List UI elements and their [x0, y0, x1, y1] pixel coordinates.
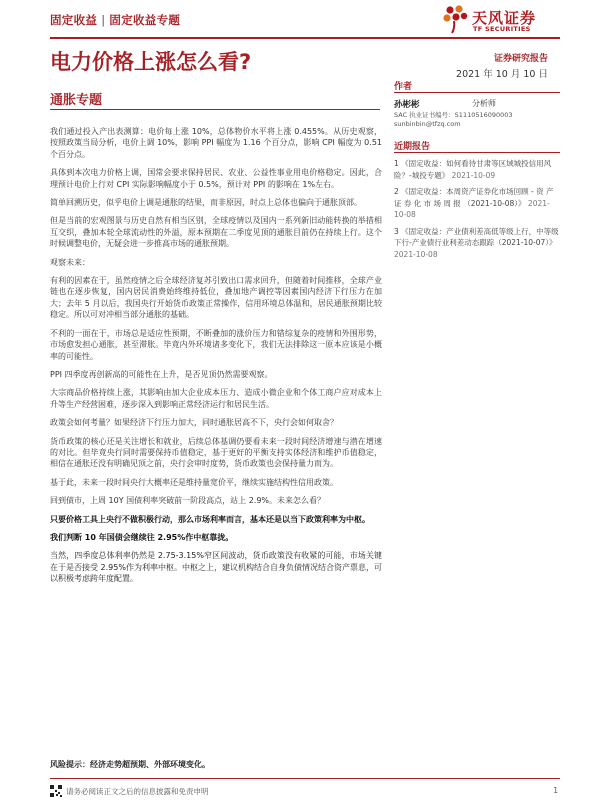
- recent-report-title: 1 《固定收益：如何看待甘肃等区域城投信用风险？-城投专题》: [394, 159, 552, 180]
- body-paragraph: 有利的因素在于，虽然疫情之后全球经济复苏引致出口需求回升，但随着时间推移，全球产业链也在逐步恢复，国内居民消费始终维持低位，叠加地产调控等因素国内经济下行压力在加大；去年 5 月以后，我国央行开始货币政策正常操作，信用环境总体温和，居民通胀预期比较稳定。所以可对冲相当部分通胀的基础。: [50, 276, 382, 320]
- body-paragraph: 观察未来：: [50, 257, 90, 267]
- subtitle-divider: [50, 109, 380, 110]
- logo-flower-icon: [442, 4, 468, 34]
- qr-code-icon: [50, 785, 62, 797]
- logo-chinese-text: 天风证券: [472, 9, 537, 27]
- author-email-link[interactable]: sunbinbin@tfzq.com: [394, 120, 461, 128]
- recent-report-date: 2021-10-08: [394, 249, 438, 259]
- recent-reports-list: [394, 158, 560, 265]
- body-paragraph: 但是当前的宏观图景与历史自然有相当区别，全球疫情以及国内一系列新旧动能转换的举措相互交织，叠加本轮全球流动性的外溢，原本预期在二季度见顶的通胀目前仍在持续上行。这个时候调整电价，无疑会进一步推高市场的通胀预期。: [50, 216, 382, 249]
- footer-divider: [50, 778, 560, 779]
- key-judgement: 我们判断 10 年国债会继续往 2.95%作中枢靠拢。: [50, 532, 234, 542]
- recent-report-title: 2 《固定收益：本周资产证券化市场回顾 - 资 产 证 券 化 市 场 周 报 （2021-10-08）》: [394, 187, 554, 208]
- recent-report-date: 2021-10-08: [394, 198, 550, 219]
- author-sac-number: SAC 执业证书编号：S1110516090003: [394, 111, 513, 119]
- recent-report-item[interactable]: [394, 158, 560, 181]
- author-heading: 作者: [394, 82, 413, 92]
- header-divider: [50, 37, 560, 39]
- category-label: 固定收益: [50, 13, 98, 27]
- body-paragraph: 大宗商品价格持续上涨，其影响由加大企业成本压力、造成小微企业和个体工商户应对成本上升等生产经营困难，逐步深入到影响正常经济运行和居民生活。: [50, 388, 382, 409]
- recent-report-item[interactable]: [394, 186, 560, 221]
- body-paragraph: PPI 四季度再创新高的可能性在上升，是否见顶仍然需要观察。: [50, 369, 273, 379]
- report-type-label: 证券研究报告: [493, 54, 548, 64]
- author-divider: [394, 92, 560, 93]
- recent-report-title: 3 《固定收益：产业债利差高低等级上行，中等级下行-产业债行业利差动态跟踪（2021-10-07）》: [394, 226, 559, 247]
- logo-english-text: TF SECURITIES: [473, 25, 531, 33]
- author-role: 分析师: [472, 99, 496, 108]
- body-paragraph: 回到债市，上周 10Y 国债利率突破前一阶段高点，站上 2.9%。未来怎么看？: [50, 496, 326, 506]
- body-paragraph: 我们通过投入产出表测算：电价每上涨 10%，总体物价水平将上涨 0.455%。从历史观察，按照政策当局分析，电价上调 10%，影响 PPI 幅度为 1.16 个百分点，影响 CPI 幅度为 0.51 个百分点。: [50, 127, 382, 159]
- report-category: [50, 12, 180, 28]
- category-separator: |: [101, 13, 106, 27]
- body-paragraph: 简单回溯历史，似乎电价上调是通胀的结果，而非原因，时点上总体也偏向于通胀顶部。: [50, 198, 362, 208]
- body-paragraph: 当然，四季度总体利率仍然是 2.75-3.15%窄区间波动，货币政策没有收紧的可能，市场关键在于是否接受 2.95%作为利率中枢。中枢之上，建议机构结合自身负债情况结合资产票息，可以积极考虑跨年度配置。: [50, 551, 382, 584]
- recent-report-date: 2021-10-09: [451, 170, 496, 180]
- subcategory-label: 固定收益专题: [109, 13, 181, 27]
- recent-reports-divider: [394, 152, 560, 153]
- report-body: [50, 126, 382, 592]
- report-date: 2021 年 10 月 10 日: [456, 69, 548, 80]
- footer-disclaimer: 请务必阅读正文之后的信息披露和免责申明: [66, 787, 209, 796]
- page-title: 电力价格上涨怎么看?: [50, 50, 252, 74]
- body-paragraph: 不利的一面在于，市场总是适应性预期，不断叠加的涨价压力和错综复杂的疫情和外围形势，市场愈发担心通胀，甚至滞胀。毕竟内外环境诸多变化下，我们无法排除这一原本应该是小概率的可能性。: [50, 328, 382, 361]
- body-paragraph: 货币政策的核心还是关注增长和就业，后续总体基调仍要看未来一段时间经济增速与潜在增速的对比。但毕竟央行同时需要保持币值稳定，基于更好的平衡支持实体经济和维护币值稳定，相信在通胀还没有明确见顶之前，央行会审时度势，货币政策也会保持量力而为。: [50, 436, 382, 469]
- body-paragraph: 具体到本次电力价格上调，国常会要求保持居民、农业、公益性事业用电价格稳定。因此，合理预计电价上行对 CPI 实际影响幅度小于 0.5%，预计对 PPI 的影响在 1%左右。: [50, 168, 382, 189]
- company-logo: [442, 4, 562, 38]
- recent-reports-heading: 近期报告: [394, 142, 431, 152]
- recent-report-item[interactable]: [394, 226, 560, 261]
- key-conclusion: 只要价格工具上央行不做积极行动，那么市场利率而言，基本还是以当下政策利率为中枢。: [50, 514, 370, 524]
- body-paragraph: 基于此，未来一段时间央行大概率还是维持量宽价平，继续实施结构性信用政策。: [50, 477, 338, 487]
- author-name: 孙彬彬: [394, 100, 420, 110]
- risk-warning: 风险提示：经济走势超预期、外部环境变化。: [50, 760, 210, 769]
- body-paragraph: 政策会如何考量？如果经济下行压力加大，同时通胀居高不下，央行会如何取舍？: [50, 418, 338, 428]
- section-subtitle: 通胀专题: [50, 93, 103, 108]
- page-number: 1: [553, 786, 558, 795]
